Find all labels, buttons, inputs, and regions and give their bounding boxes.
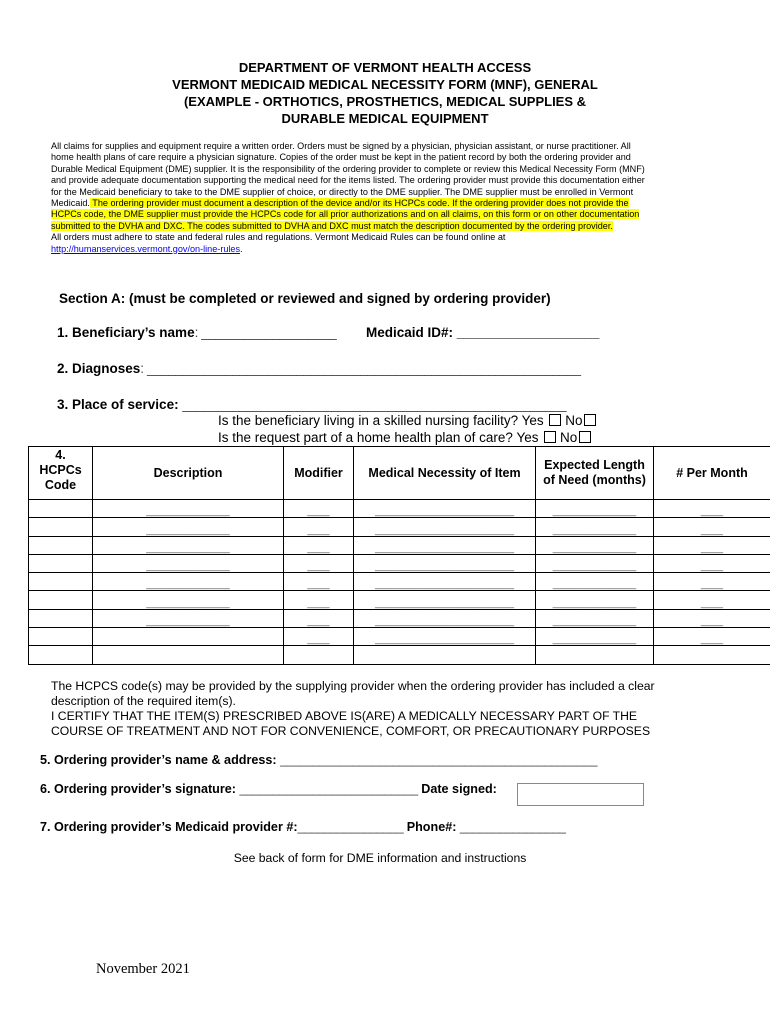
- intro-paragraph: [51, 141, 713, 255]
- hcpcs-header-line2: Code: [44, 478, 77, 492]
- per-month-cell[interactable]: ____: [654, 536, 770, 554]
- necessity-cell[interactable]: _________________________: [354, 500, 536, 518]
- hcpcs-cell[interactable]: [29, 554, 93, 572]
- intro-line: and provide adequate documentation supporting the medical need for the items listed. The ordering provider must provide this documentation either: [51, 175, 645, 186]
- length-cell[interactable]: _______________: [536, 591, 654, 609]
- hcpcs-cell[interactable]: [29, 591, 93, 609]
- hh-no-checkbox[interactable]: [579, 431, 591, 443]
- snf-no-checkbox[interactable]: [584, 414, 596, 426]
- provider-number-blank[interactable]: ________________: [297, 820, 404, 834]
- intro-line: Durable Medical Equipment (DME) supplier. It is the responsibility of the ordering provider to complete or review this Medical Necessity Form (MNF): [51, 163, 645, 174]
- per-month-cell[interactable]: ____: [654, 554, 770, 572]
- intro-line: [51, 209, 713, 220]
- rules-link[interactable]: http://humanservices.vermont.gov/on-line-rules: [51, 243, 241, 254]
- highlighted-text: HCPCs code, the DME supplier must provide the HCPCs code for all prior authorizations and on all claims, on this form or on other documentation: [51, 209, 640, 220]
- phone-label: Phone#:: [403, 820, 460, 834]
- phone-blank[interactable]: ________________: [459, 820, 566, 834]
- provider-name-address-field[interactable]: [40, 753, 597, 767]
- snf-yes-checkbox[interactable]: [549, 414, 561, 426]
- length-cell[interactable]: _______________: [536, 609, 654, 627]
- description-cell[interactable]: _______________: [93, 609, 284, 627]
- link-suffix: .: [240, 243, 243, 254]
- table-row: [29, 536, 770, 554]
- table-row: [29, 609, 770, 627]
- intro-line: All claims for supplies and equipment require a written order. Orders must be signed by a physician, physician assistant, or nurse practitioner. All: [51, 141, 631, 151]
- snf-no-label: No: [565, 413, 583, 428]
- length-header-line1: Expected Length: [544, 458, 645, 472]
- title-line-3: (EXAMPLE - ORTHOTICS, PROSTHETICS, MEDICAL SUPPLIES &: [183, 94, 587, 109]
- per-month-cell[interactable]: [654, 646, 770, 664]
- highlighted-text: The ordering provider must document a description of the device and/or its HCPCs code. If the ordering provider does not provide the: [89, 198, 629, 209]
- modifier-cell[interactable]: ____: [284, 554, 354, 572]
- place-of-service-field[interactable]: [57, 397, 566, 412]
- hcpcs-header-line1: HCPCs: [39, 463, 82, 477]
- hcpcs-cell[interactable]: [29, 518, 93, 536]
- provider-signature-label: 6. Ordering provider’s signature:: [40, 782, 240, 796]
- description-cell[interactable]: _______________: [93, 500, 284, 518]
- hcpcs-cell[interactable]: [29, 628, 93, 646]
- table-row: [29, 518, 770, 536]
- per-month-header: # Per Month: [654, 447, 770, 500]
- see-back-note: See back of form for DME information and instructions: [233, 851, 527, 865]
- diagnoses-field[interactable]: [57, 361, 581, 376]
- length-of-need-header: [536, 447, 654, 500]
- necessity-cell[interactable]: [354, 646, 536, 664]
- length-cell[interactable]: _______________: [536, 573, 654, 591]
- length-header-line2: of Need (months): [543, 473, 646, 487]
- modifier-cell[interactable]: ____: [284, 609, 354, 627]
- length-cell[interactable]: _______________: [536, 554, 654, 572]
- modifier-cell[interactable]: ____: [284, 628, 354, 646]
- modifier-header: Modifier: [284, 447, 354, 500]
- modifier-cell[interactable]: ____: [284, 573, 354, 591]
- provider-number-label: 7. Ordering provider’s Medicaid provider #:: [40, 820, 298, 834]
- hh-yes-checkbox[interactable]: [544, 431, 556, 443]
- title-line-4: DURABLE MEDICAL EQUIPMENT: [281, 111, 489, 126]
- beneficiary-name-label: 1. Beneficiary’s name: [57, 325, 195, 340]
- per-month-cell[interactable]: ____: [654, 609, 770, 627]
- title-line-2: VERMONT MEDICAID MEDICAL NECESSITY FORM (MNF), GENERAL: [172, 77, 598, 92]
- provider-number-field[interactable]: [40, 820, 566, 834]
- intro-line: [51, 198, 713, 209]
- table-row: [29, 573, 770, 591]
- length-cell[interactable]: _______________: [536, 518, 654, 536]
- modifier-cell[interactable]: ____: [284, 536, 354, 554]
- intro-line: [51, 221, 713, 232]
- table-row: [29, 500, 770, 518]
- home-health-question-text: Is the request part of a home health plan of care? Yes: [218, 430, 539, 445]
- modifier-cell[interactable]: ____: [284, 518, 354, 536]
- snf-question-text: Is the beneficiary living in a skilled nursing facility? Yes: [218, 413, 544, 428]
- description-cell[interactable]: [93, 628, 284, 646]
- provider-name-blank[interactable]: ________________________________________________: [280, 753, 598, 767]
- beneficiary-name-field[interactable]: [57, 325, 336, 340]
- section-a-title: Section A: (must be completed or reviewed and signed by ordering provider): [59, 291, 551, 306]
- hcpcs-header: [29, 447, 93, 500]
- snf-question: [218, 413, 596, 428]
- diagnoses-blank[interactable]: : _____________________________________________________________: [140, 361, 581, 376]
- items-table: [28, 446, 770, 665]
- description-header: Description: [93, 447, 284, 500]
- necessity-cell[interactable]: _________________________: [354, 628, 536, 646]
- table-row: [29, 554, 770, 572]
- place-of-service-label: 3. Place of service:: [57, 397, 183, 412]
- table-body: [29, 500, 770, 665]
- place-of-service-blank[interactable]: ______________________________________________________: [182, 397, 567, 412]
- length-cell[interactable]: _______________: [536, 628, 654, 646]
- footer-date: November 2021: [96, 961, 190, 977]
- length-cell[interactable]: [536, 646, 654, 664]
- intro-line: for the Medicaid beneficiary to take to the DME supplier of choice, or directly to the DME supplier. The DME supplier must be enrolled in Vermont: [51, 186, 634, 197]
- note-line: description of the required item(s).: [51, 694, 236, 708]
- per-month-cell[interactable]: ____: [654, 591, 770, 609]
- title-line-1: DEPARTMENT OF VERMONT HEALTH ACCESS: [238, 60, 532, 75]
- intro-text: Medicaid.: [51, 198, 90, 209]
- description-cell[interactable]: _______________: [93, 518, 284, 536]
- necessity-cell[interactable]: _________________________: [354, 554, 536, 572]
- modifier-cell[interactable]: ____: [284, 500, 354, 518]
- note-line: The HCPCS code(s) may be provided by the supplying provider when the ordering provider has included a clear: [51, 679, 655, 693]
- hcpcs-cell[interactable]: [29, 500, 93, 518]
- length-cell[interactable]: _______________: [536, 536, 654, 554]
- necessity-cell[interactable]: _________________________: [354, 573, 536, 591]
- table-header-row: [29, 447, 770, 500]
- per-month-cell[interactable]: ____: [654, 628, 770, 646]
- description-cell[interactable]: [93, 646, 284, 664]
- hcpcs-cell[interactable]: [29, 536, 93, 554]
- provider-signature-blank[interactable]: ___________________________: [239, 782, 418, 796]
- per-month-cell[interactable]: ____: [654, 573, 770, 591]
- beneficiary-name-blank[interactable]: : ___________________: [194, 325, 337, 340]
- note-line: I CERTIFY THAT THE ITEM(S) PRESCRIBED ABOVE IS(ARE) A MEDICALLY NECESSARY PART OF THE: [51, 709, 638, 723]
- provider-signature-field[interactable]: [40, 782, 497, 796]
- date-signed-label: Date signed:: [417, 782, 497, 796]
- description-cell[interactable]: _______________: [93, 536, 284, 554]
- diagnoses-label: 2. Diagnoses: [57, 361, 141, 376]
- highlighted-text: submitted to the DVHA and DXC. The codes submitted to DVHA and DXC must match the description documented by the ordering provider.: [51, 220, 613, 231]
- form-title: [0, 59, 770, 127]
- certification-notes: [51, 679, 731, 739]
- hh-no-label: No: [560, 430, 578, 445]
- note-line: COURSE OF TREATMENT AND NOT FOR CONVENIENCE, COMFORT, OR PRECAUTIONARY PURPOSES: [51, 724, 651, 738]
- necessity-cell[interactable]: _________________________: [354, 536, 536, 554]
- table-row: [29, 628, 770, 646]
- table-row: [29, 591, 770, 609]
- description-cell[interactable]: _______________: [93, 554, 284, 572]
- necessity-cell[interactable]: _________________________: [354, 609, 536, 627]
- intro-line: home health plans of care require a physician signature. Copies of the order must be kept in the patient record by both the ordering provider and: [51, 152, 631, 163]
- hcpcs-cell[interactable]: [29, 609, 93, 627]
- necessity-header: Medical Necessity of Item: [354, 447, 536, 500]
- description-cell[interactable]: _______________: [93, 591, 284, 609]
- per-month-cell[interactable]: ____: [654, 518, 770, 536]
- length-cell[interactable]: _______________: [536, 500, 654, 518]
- modifier-cell[interactable]: ____: [284, 591, 354, 609]
- date-signed-input[interactable]: [517, 783, 644, 806]
- intro-line: [51, 244, 713, 255]
- table-row: [29, 646, 770, 664]
- necessity-cell[interactable]: _________________________: [354, 518, 536, 536]
- modifier-cell[interactable]: [284, 646, 354, 664]
- intro-line: All orders must adhere to state and federal rules and regulations. Vermont Medicaid Rules can be found online at: [51, 232, 506, 243]
- hcpcs-cell[interactable]: [29, 573, 93, 591]
- hcpcs-cell[interactable]: [29, 646, 93, 664]
- hcpcs-header-number: 4.: [55, 448, 66, 462]
- provider-name-label: 5. Ordering provider’s name & address:: [40, 753, 281, 767]
- necessity-cell[interactable]: _________________________: [354, 591, 536, 609]
- description-cell[interactable]: _______________: [93, 573, 284, 591]
- per-month-cell[interactable]: ____: [654, 500, 770, 518]
- home-health-question: [218, 430, 591, 445]
- medicaid-id-field[interactable]: Medicaid ID#: ___________________: [366, 325, 600, 340]
